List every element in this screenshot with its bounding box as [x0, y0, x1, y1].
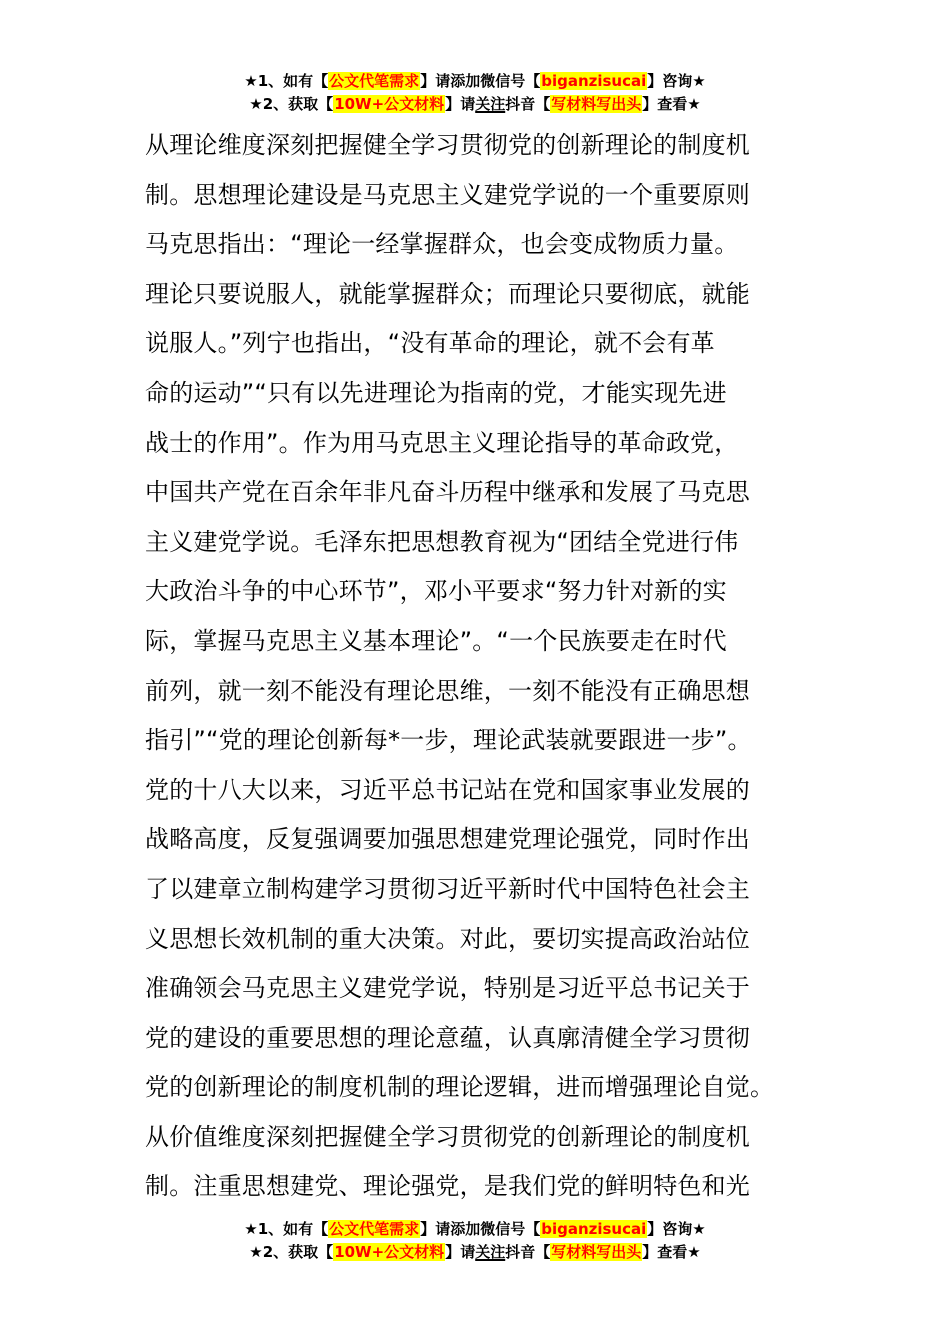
banner-text: 】请添加微信号【 — [420, 72, 541, 90]
banner-line-2 — [0, 93, 950, 116]
body-line: 指引”“党的理论创新每*一步，理论武装就要跟进一步”。 — [145, 726, 752, 755]
body-line: 从价值维度深刻把握健全学习贯彻党的创新理论的制度机 — [145, 1122, 750, 1151]
banner-text: 】请 — [445, 95, 476, 113]
body-line: 际，掌握马克思主义基本理论”。“一个民族要走在时代 — [145, 626, 727, 655]
highlight-wechat-id: biganzisucai — [541, 1220, 647, 1238]
banner-text: 】请添加微信号【 — [420, 1220, 541, 1238]
body-line: 从理论维度深刻把握健全学习贯彻党的创新理论的制度机 — [145, 131, 750, 159]
body-line: 主义建党学说。毛泽东把思想教育视为“团结全党进行伟 — [145, 527, 739, 556]
body-line: 义思想长效机制的重大决策。对此，要切实提高政治站位 — [145, 924, 750, 953]
body-line: 命的运动”“只有以先进理论为指南的党，才能实现先进 — [145, 378, 727, 407]
banner-text: 】咨询★ — [647, 1220, 706, 1238]
highlight-materials: 10W+公文材料 — [334, 95, 445, 113]
body-line: 战略高度，反复强调要加强思想建党理论强党，同时作出 — [145, 825, 750, 854]
body-line: 制。注重思想建党、理论强党，是我们党的鲜明特色和光 — [145, 1172, 750, 1201]
follow-text: 关注 — [475, 95, 506, 113]
banner-text: 】查看★ — [642, 1243, 701, 1261]
body-line: 理论只要说服人，就能掌握群众；而理论只要彻底，就能 — [145, 279, 750, 308]
footer-banner — [0, 1218, 950, 1264]
body-line: 党的建设的重要思想的理论意蕴，认真廓清健全学习贯彻 — [145, 1023, 750, 1052]
body-line: 马克思指出：“理论一经掌握群众，也会变成物质力量。 — [145, 230, 739, 259]
body-line: 说服人。”列宁也指出，“没有革命的理论，就不会有革 — [145, 329, 715, 358]
body-line: 中国共产党在百余年非凡奋斗历程中继承和发展了马克思 — [145, 478, 750, 507]
header-banner — [0, 70, 950, 116]
body-line: 了以建章立制构建学习贯彻习近平新时代中国特色社会主 — [145, 874, 750, 903]
body-line: 党的创新理论的制度机制的理论逻辑，进而增强理论自觉。 — [145, 1073, 775, 1102]
banner-line-1 — [0, 1218, 950, 1241]
banner-text: ★1、如有【 — [244, 72, 329, 90]
banner-text: ★1、如有【 — [244, 1220, 329, 1238]
body-line: 准确领会马克思主义建党学说，特别是习近平总书记关于 — [145, 974, 750, 1003]
document-body — [145, 121, 825, 1212]
banner-line-2 — [0, 1241, 950, 1264]
banner-text: 抖音【 — [505, 1243, 551, 1261]
highlight-service-request: 公文代笔需求 — [329, 1220, 420, 1238]
highlight-service-request: 公文代笔需求 — [329, 72, 420, 90]
highlight-douyin-account: 写材料写出头 — [551, 95, 642, 113]
banner-text: 】请 — [445, 1243, 476, 1261]
body-line: 战士的作用”。作为用马克思主义理论指导的革命政党， — [145, 428, 739, 457]
highlight-douyin-account: 写材料写出头 — [551, 1243, 642, 1261]
banner-text: ★2、获取【 — [249, 95, 334, 113]
highlight-materials: 10W+公文材料 — [334, 1243, 445, 1261]
body-line: 大政治斗争的中心环节”，邓小平要求“努力针对新的实 — [145, 577, 727, 606]
body-line: 党的十八大以来，习近平总书记站在党和国家事业发展的 — [145, 775, 750, 804]
body-line: 制。思想理论建设是马克思主义建党学说的一个重要原则 — [145, 180, 750, 209]
banner-text: 】咨询★ — [647, 72, 706, 90]
banner-line-1 — [0, 70, 950, 93]
banner-text: 抖音【 — [505, 95, 551, 113]
banner-text: ★2、获取【 — [249, 1243, 334, 1261]
banner-text: 】查看★ — [642, 95, 701, 113]
body-line: 前列，就一刻不能没有理论思维，一刻不能没有正确思想 — [145, 676, 750, 705]
follow-text: 关注 — [475, 1243, 506, 1261]
highlight-wechat-id: biganzisucai — [541, 72, 647, 90]
